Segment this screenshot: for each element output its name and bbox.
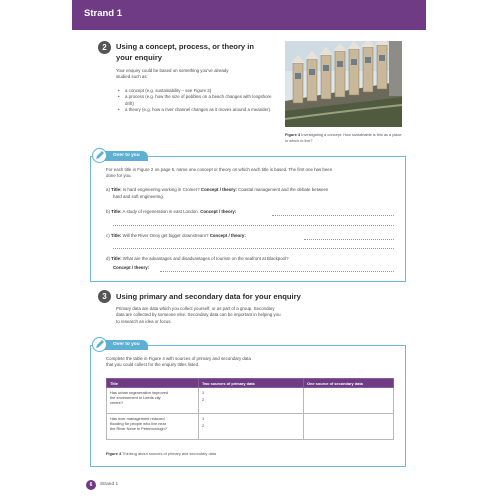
row-1-title-line1: Has urban regeneration improved	[110, 390, 168, 395]
table-header-title: Title	[107, 379, 199, 388]
concept-bullet-list	[118, 88, 278, 114]
section-2-intro-line2: studied such as:	[116, 74, 148, 80]
question-a-answer: Coastal management and the debate between	[238, 187, 329, 192]
row-2-primary-1: 1	[202, 416, 205, 421]
question-a-prefix: a)	[106, 187, 110, 192]
question-c-title: Will the River Onny get bigger downstream?	[122, 233, 209, 238]
row-2-title-line1: Has river management reduced	[110, 416, 165, 421]
question-a-answer-line2: hard and soft engineering.	[113, 194, 165, 199]
strand-title: Strand 1	[84, 8, 123, 19]
question-c-prefix: c)	[106, 233, 110, 238]
row-2-primary-2: 2	[202, 423, 205, 428]
section-number-3: 3	[98, 290, 111, 303]
question-b-title: A study of regeneration in east London.	[122, 209, 199, 214]
answer-line-b1[interactable]	[272, 215, 394, 216]
over-to-you-tab-2: Over to you	[99, 340, 148, 350]
row-1-title-line2: the environment in Leeds city	[110, 395, 161, 400]
figure-3-caption	[285, 132, 405, 143]
section-2-intro-line1: Your enquiry could be based on something you've already	[116, 68, 229, 73]
figure-4-caption-text: Thinking about sources of primary and secondary data	[122, 451, 217, 456]
question-a-title-label: Title:	[111, 187, 122, 192]
question-c-title-label: Title:	[110, 233, 122, 238]
answer-line-b2[interactable]	[113, 225, 394, 226]
table-row	[107, 388, 394, 414]
table-cell-title	[107, 388, 199, 414]
figure-4-label: Figure 4	[106, 451, 122, 456]
question-b-concept-label: Concept / theory:	[200, 209, 237, 214]
over-to-you-2-intro-line2: that you could collect for the enquiry titles listed.	[106, 362, 200, 368]
figure-3-caption-text: Investigating a concept: How sustainable is this as a place in which to live?	[285, 132, 402, 143]
question-a-title: Is hard engineering working in Cromer?	[122, 187, 200, 192]
section-3-title: Using primary and secondary data for your enquiry	[116, 292, 301, 301]
row-1-primary-1: 1	[202, 390, 205, 395]
question-c-concept-label: Concept / theory:	[209, 233, 246, 238]
table-cell-primary[interactable]	[199, 414, 304, 440]
bullet-concept: • a concept (e.g. sustainability – see Figure 3)	[118, 88, 278, 94]
strand-header-bar	[72, 0, 426, 30]
pencil-icon-2	[92, 337, 107, 352]
section-2-title-line1: Using a concept, process, or theory in	[116, 42, 254, 51]
row-1-primary-2: 2	[202, 397, 205, 402]
table-row	[107, 414, 394, 440]
pencil-icon	[92, 148, 107, 163]
table-header-row	[107, 379, 394, 388]
figure-3-label: Figure 3	[285, 132, 301, 137]
over-to-you-1-intro-line2: done for you.	[106, 173, 132, 179]
section-3-intro-line1: Primary data are data which you collect yourself, or as part of a group. Secondary	[116, 306, 275, 311]
question-a-concept-label: Concept / theory:	[200, 187, 238, 192]
figure-3-photo	[285, 41, 402, 127]
answer-line-c1[interactable]	[304, 239, 394, 240]
answer-line-c2[interactable]	[113, 248, 394, 249]
row-2-title-line3: the River Nene in Peterborough?	[110, 426, 167, 431]
table-header-secondary: One source of secondary data	[304, 379, 394, 388]
question-b-title-label: Title:	[111, 209, 122, 214]
page	[72, 0, 426, 497]
row-2-title-line2: flooding for people who live near	[110, 421, 167, 426]
question-d-concept-label-text: Concept / theory:	[113, 265, 150, 270]
table-header-primary: Two sources of primary data	[199, 379, 304, 388]
figure-4-caption	[106, 451, 386, 457]
question-d	[106, 256, 396, 262]
section-3-intro-line2: data are collected by someone else. Secondary data can be important in helping you	[116, 312, 281, 318]
over-to-you-2-intro-line1: Complete the table in Figure 4 with sources of primary and secondary data	[106, 356, 251, 361]
table-cell-secondary[interactable]	[304, 414, 394, 440]
question-d-title-label: Title:	[111, 256, 122, 261]
bullet-process: • a process (e.g. how the size of pebbles on a beach changes with longshore drift)	[118, 94, 278, 107]
over-to-you-tab-1: Over to you	[99, 151, 148, 161]
row-1-title-line3: centre?	[110, 400, 123, 405]
page-number: 6	[86, 480, 96, 490]
section-2-title-line2: your enquiry	[116, 53, 162, 62]
question-a	[106, 187, 396, 193]
figure-4-table	[106, 378, 394, 440]
table-cell-secondary[interactable]	[304, 388, 394, 414]
footer-strand: Strand 1	[100, 482, 119, 487]
question-d-prefix: d)	[106, 256, 110, 261]
over-to-you-1-intro-line1: For each title in Figure 2 on page 5, name one concept or theory on which each title is based. The first one has been	[106, 167, 333, 172]
table-cell-primary[interactable]	[199, 388, 304, 414]
section-3-intro-line3: to research an idea or focus.	[116, 318, 172, 324]
bullet-theory: • a theory (e.g. how a river channel changes as it moves around a meander).	[118, 107, 278, 113]
question-d-title: What are the advantages and disadvantages of tourism on the seafront at Blackpool?	[122, 256, 289, 261]
question-d-concept-label	[113, 265, 149, 271]
question-b-prefix: b)	[106, 209, 110, 214]
table-cell-title	[107, 414, 199, 440]
answer-line-d1[interactable]	[160, 271, 394, 272]
section-number-2: 2	[98, 41, 111, 54]
